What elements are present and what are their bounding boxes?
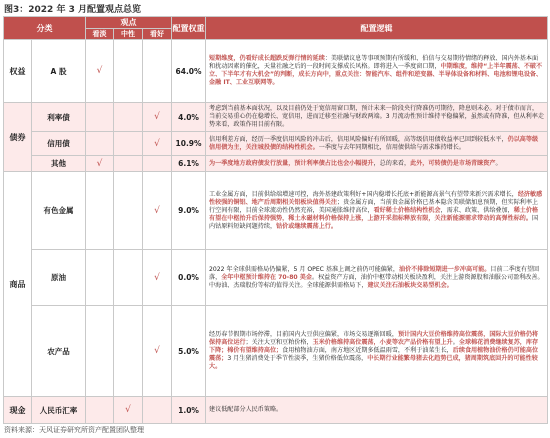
header-neutral: 中性 <box>114 29 143 40</box>
source-note: 资料来源：天风证券研究所资产配置团队整理 <box>4 426 144 434</box>
check-mark-icon: √ <box>86 156 114 172</box>
category-cash: 现金 <box>4 397 32 424</box>
view-bearish-cell <box>86 250 114 306</box>
view-neutral-cell <box>114 172 143 250</box>
logic-equity: 短期维度，仍看好成长超跌反弹行情的延续：美联储议息等事项预期有所缓和、伯信与交易期待情绪的释放、国内外基本面和扰动因素的催化，天量社融之后的一段时间支撑成长风格。即将进入一季度窗口期，中期维度，维持“上半年震荡、不破不立、下半年才有大机会”的判断，成长方向中，重点关注：智能汽车、组件和逆变器、半导体设备和材料、电池和锂电设备、金融 IT、工业互联网等。 <box>206 40 548 103</box>
check-mark-icon: √ <box>143 103 172 132</box>
category-equity: 权益 <box>4 40 32 103</box>
allocation-table <box>3 16 548 424</box>
view-neutral-cell <box>114 250 143 306</box>
check-mark-icon: √ <box>143 306 172 397</box>
weight-other-bond: 6.1% <box>172 156 206 172</box>
header-bullish: 看好 <box>143 29 172 40</box>
check-mark-icon: √ <box>143 172 172 250</box>
logic-bond-other: 为一季度地方政府债发行放量，预计利率债占比也会小幅提升，总的来看，此外，可转债仍是市场青睐资产。 <box>206 156 548 172</box>
view-neutral-cell <box>114 306 143 397</box>
header-weight: 配置权重 <box>172 17 206 40</box>
view-bearish-cell <box>86 397 114 424</box>
view-bullish-cell <box>143 40 172 103</box>
row-bond-credit <box>4 132 548 156</box>
weight-rate-bond: 4.0% <box>172 103 206 132</box>
view-bearish-cell <box>86 103 114 132</box>
row-agri <box>4 306 548 397</box>
view-bearish-cell <box>86 172 114 250</box>
asset-rmb-fx: 人民币汇率 <box>32 397 86 424</box>
row-cash <box>4 397 548 424</box>
check-mark-icon: √ <box>143 132 172 156</box>
weight-cash: 1.0% <box>172 397 206 424</box>
row-bond-rate <box>4 103 548 132</box>
asset-rate-bond: 利率债 <box>32 103 86 132</box>
view-bullish-cell <box>143 397 172 424</box>
weight-metals: 9.0% <box>172 172 206 250</box>
asset-credit-bond: 信用债 <box>32 132 86 156</box>
asset-other-bond: 其他 <box>32 156 86 172</box>
weight-equity: 64.0% <box>172 40 206 103</box>
logic-agri: 经历春节假期市场停滞，目前国内大豆供应偏紧，市场交易逐渐回暖，预计国内大豆价格维持高位震荡，国际大豆价格仍将保持高位运行；关注大豆和豆粕价格，玉米价格维持高位震荡，小麦等农产品价格有望上升。全球棉花消费继续复苏，库存下降；棉价有望维持高位；食用植物油方面，南方地区近期多低温雨雪，不利于油菜生长，后续食用植物油价格仍可能高位震荡；3 月生猪消费处于季节性淡季，生猪价格低位震荡，中长期行业能繁母猪去化趋势已成，猪周期筑底回升的可能性较大。 <box>206 306 548 397</box>
check-mark-icon: √ <box>114 397 143 424</box>
weight-agri: 5.0% <box>172 306 206 397</box>
category-bond: 债券 <box>4 103 32 172</box>
view-bearish-cell <box>86 132 114 156</box>
view-neutral-cell <box>114 156 143 172</box>
category-commodity: 商品 <box>4 172 32 397</box>
row-metals <box>4 172 548 250</box>
logic-metals: 工业金属方面，目前供给端增速可控，海外基建政策利好+国内稳增长托底+新能源高景气有望带来新兴需求增长，经济敏感性较强的铜铝、地产后周期相关铝板块值得关注；贵金属方面，当前贵金属价格已基本隐含美联储加息预期，但实际利率上行空间有限，目前全球流动性仍然充裕，美国通胀维持高位，看好稀土价格结构性机会，需求、政策、供给叠加，稀土价格有望在中枢抬升后保持强势，稀土永磁材料价格保持上涨，上游开采指标释放有限，关注新能源需求带动的高弹性标的。国内钴原料短缺问题持续，钴价或继续震荡上行。 <box>206 172 548 250</box>
asset-crude-oil: 原油 <box>32 250 86 306</box>
header-logic: 配置逻辑 <box>206 17 548 40</box>
asset-nonferrous-metals: 有色金属 <box>32 172 86 250</box>
check-mark-icon: √ <box>86 40 114 103</box>
row-equity <box>4 40 548 103</box>
asset-a-share: A 股 <box>32 40 86 103</box>
logic-cash: 建议低配部分人民币策略。 <box>206 397 548 424</box>
header-category: 分类 <box>4 17 86 40</box>
logic-bond-credit: 信用利差方面，经历一季度信用风险的冲击后，信用风险偏好有所回暖，高等级信用债收益率已回到较低水平，仍以高等级信用债为主，关注城投债的结构性机会。一季度与去年同期相比，信用债供给与需求维持增长。 <box>206 132 548 156</box>
row-bond-other <box>4 156 548 172</box>
logic-bond-rate: 考虑到当前基本面状况，以及目前仍处于宽信用窗口期，预计未来一阶段央行降准仍可期待，降息则未必。对于债市而言，当前交易重心仍在稳增长、宽信用，进而迁移至社融与财政两端。3 月流动性预计维持平稳偏紧，虽然或有降准，但从利率走势来看，政策作用目前有限。 <box>206 103 548 132</box>
view-bullish-cell <box>143 156 172 172</box>
row-oil <box>4 250 548 306</box>
check-mark-icon: √ <box>143 250 172 306</box>
view-neutral-cell <box>114 132 143 156</box>
header-bearish: 看淡 <box>86 29 114 40</box>
asset-agri-products: 农产品 <box>32 306 86 397</box>
view-neutral-cell <box>114 40 143 103</box>
weight-credit-bond: 10.9% <box>172 132 206 156</box>
view-bearish-cell <box>86 306 114 397</box>
view-neutral-cell <box>114 103 143 132</box>
weight-oil: 0.0% <box>172 250 206 306</box>
figure-title: 图3：2022 年 3 月配置观点总览 <box>4 5 141 15</box>
logic-oil: 2022 年全球供需格局仍偏紧，5 月 OPEC 基准上调之前仍可能偏紧，油价不排除短期进一步冲高可能。目前二季度有望回落，全年中枢预计维持在 70-80 美金。权益资产方面，油价中枢带动相关板块盈利，关注上游资源股和油服公司盈利改善。中海油、杰瑞股份等标的值得关注。全球能源供需格局下，建议关注石油板块交易型机会。 <box>206 250 548 306</box>
header-view: 观点 <box>86 17 172 29</box>
